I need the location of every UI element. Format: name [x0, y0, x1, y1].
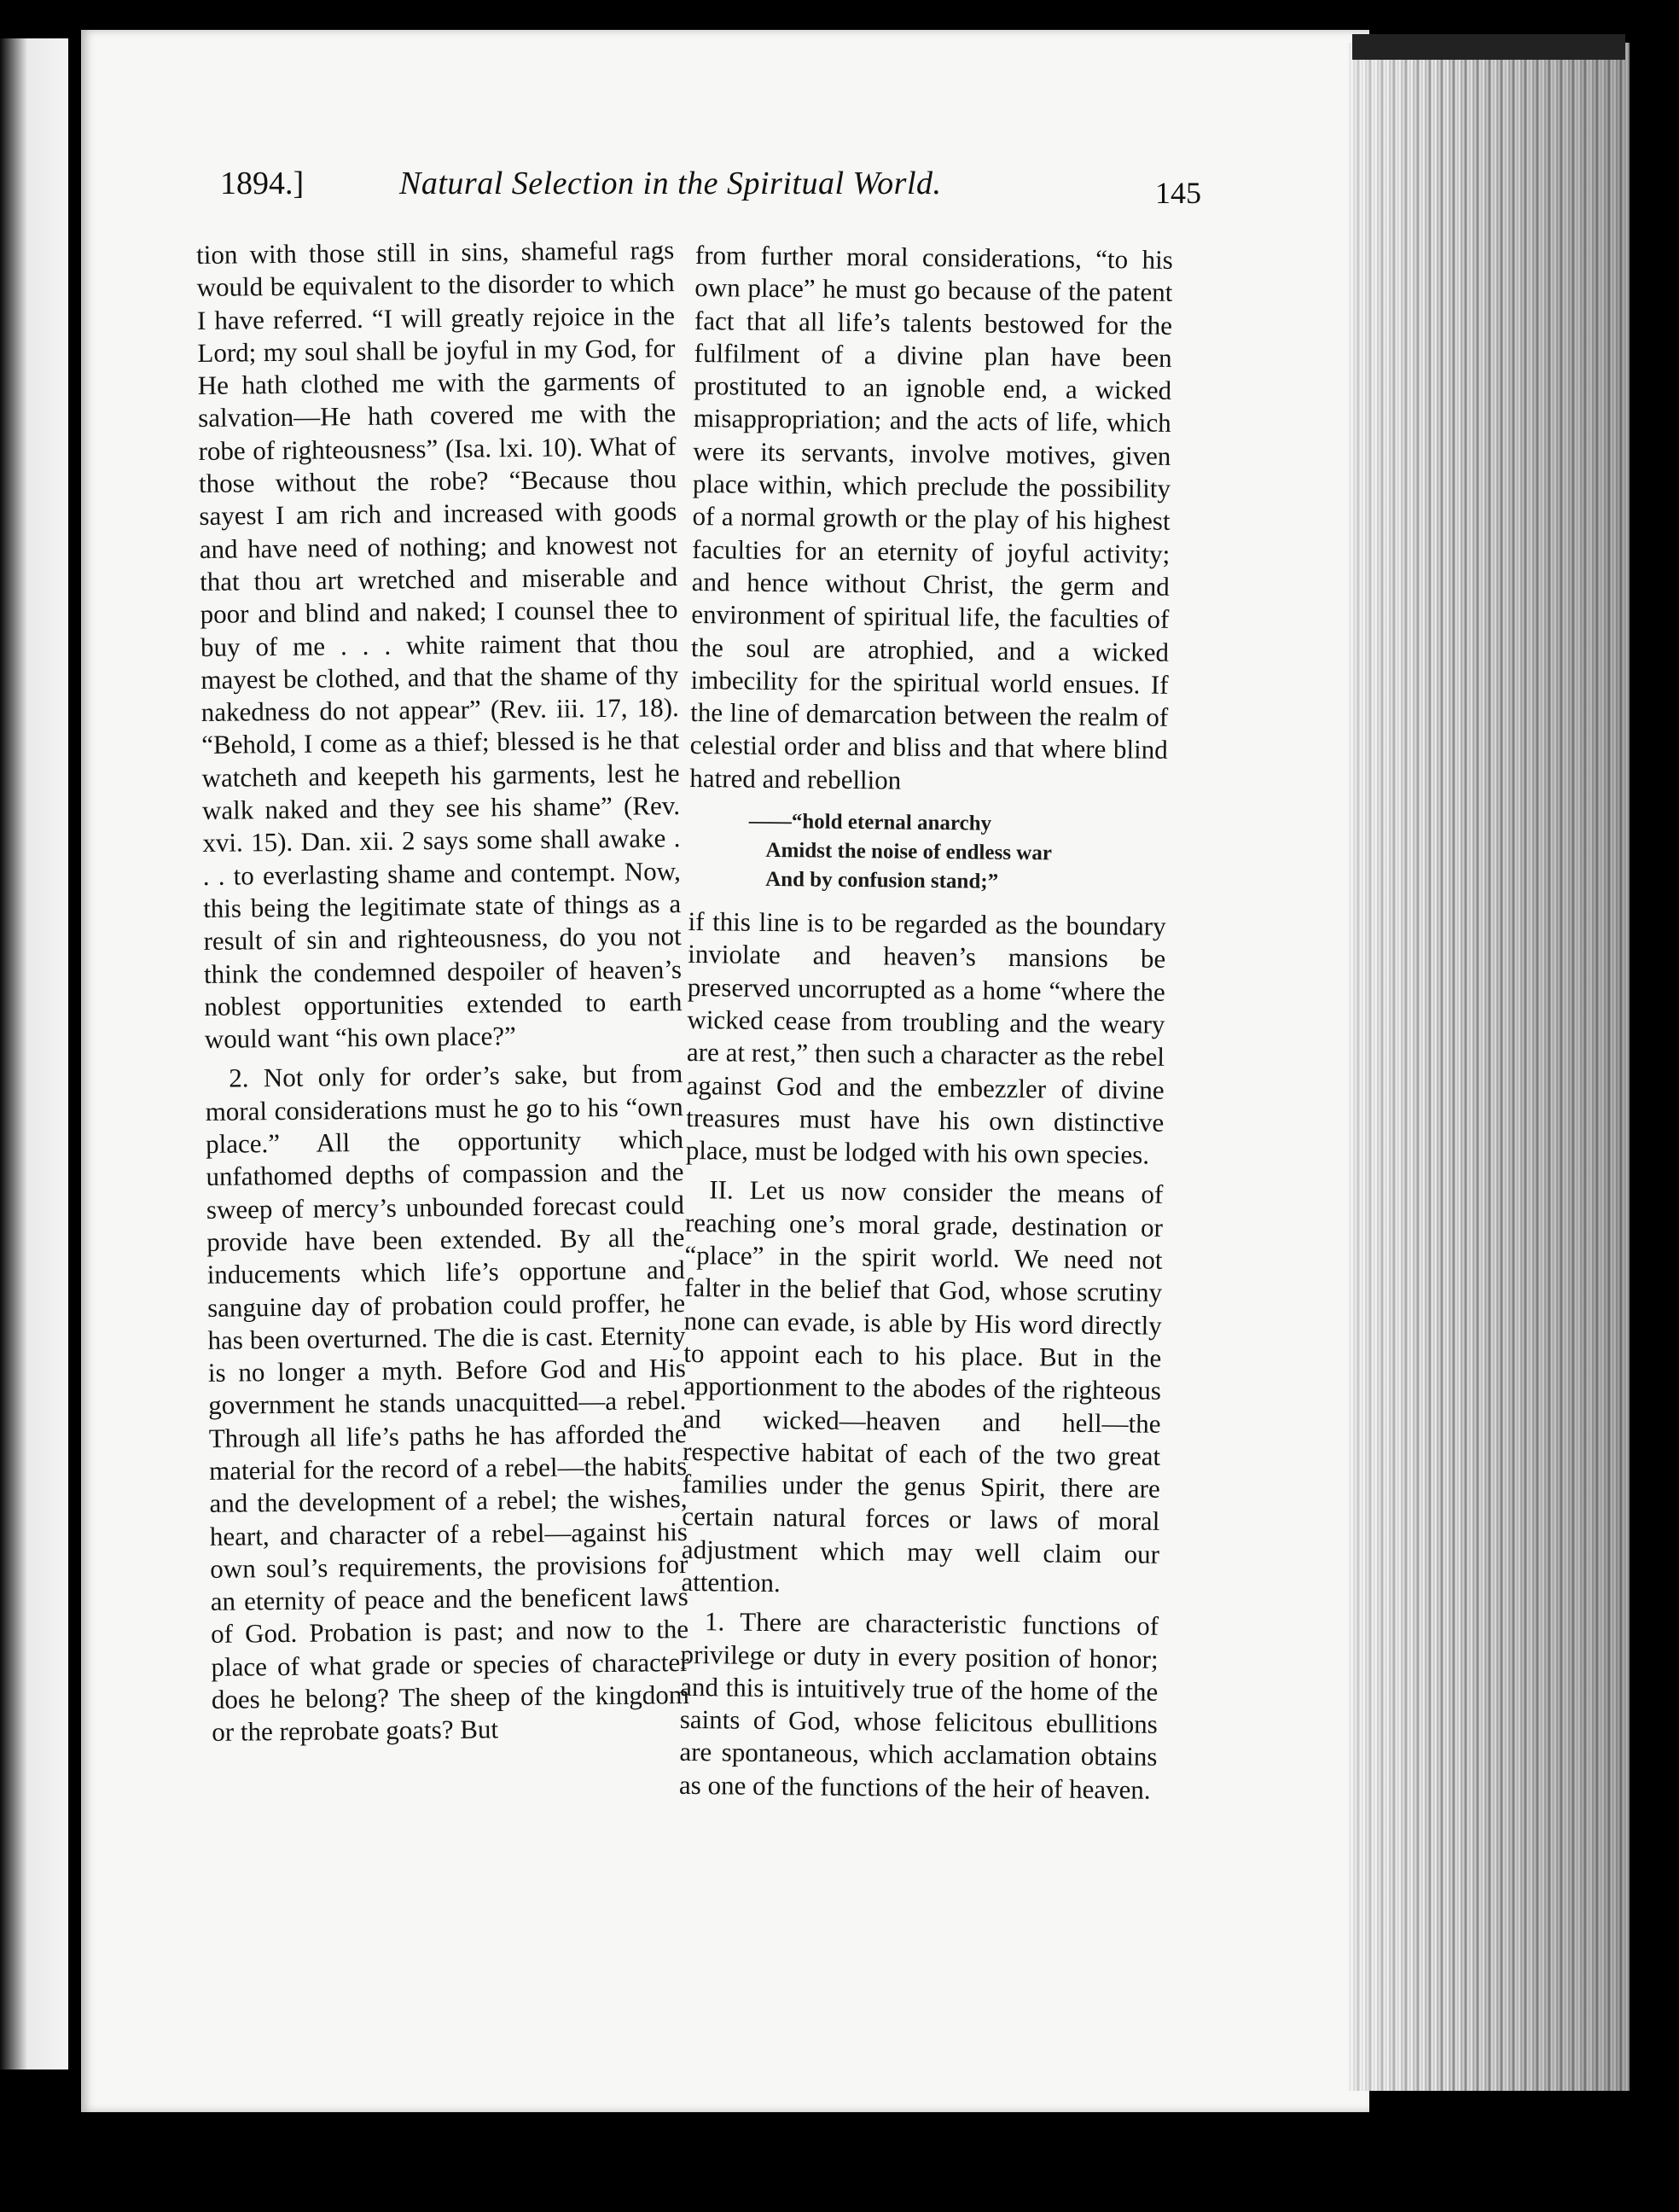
left-text-column — [196, 234, 690, 1749]
paragraph: if this line is to be regarded as the boundary inviolate and heaven’s mansions be preserved uncorrupted as a home “where the wicked cease from troubling and the weary are at rest,” then such a character as the rebel against God and the embezzler of divine treasures must have his own distinctive place, must be lodged with his own species. — [685, 906, 1166, 1170]
verse-line: Amidst the noise of endless war — [765, 838, 1053, 865]
paragraph: from further moral considerations, “to his own place” he must go because of the patent fact that all life’s talents bestowed for the fulfilment of a divine plan have been prostituted to an ignoble end, a wicked misappropriation; and the acts of life, which were its servants, involve motives, given place within, which preclude the possibility of a normal growth or the play of his highest faculties for an eternity of joyful activity; and hence without Christ, the germ and environment of spiritual life, the faculties of the soul are atrophied, and a wicked imbecility for the spiritual world ensues. If the line of demarcation between the realm of celestial order and bliss and that where blind hatred and rebellion — [689, 239, 1173, 795]
paragraph: 1. There are characteristic functions of privilege or duty in every position of honor; and this is intuitively true of the home of the saints of God, whose felicitous ebullitions are spontaneous, which acclamation obtains as one of the functions of the heir of heaven. — [678, 1606, 1159, 1805]
paragraph: II. Let us now consider the means of reaching one’s moral grade, destination or “place” in the spirit world. We need not falter in the belief that God, whose scrutiny none can evade, is able by His word directly to appoint each to his place. But in the apportionment to the abodes of the righteous and wicked—heaven and hell—the respective habitat of each of the two great families under the genus Spirit, there are certain natural forces or laws of moral adjustment which may well claim our attention. — [681, 1174, 1164, 1598]
running-head-title: Natural Selection in the Spiritual World. — [399, 166, 942, 201]
page-edges-shade — [1348, 43, 1630, 2091]
book-top-edge — [1352, 34, 1625, 60]
running-head — [220, 158, 1201, 218]
verse-quotation — [748, 807, 1167, 899]
verse-line: ——“hold eternal anarchy — [748, 809, 992, 835]
facing-page-edge — [0, 38, 68, 2069]
running-head-year: 1894.] — [220, 166, 305, 201]
right-text-column — [679, 239, 1173, 1807]
paragraph: tion with those still in sins, shameful rags would be equivalent to the disorder to which I have referred. “I will greatly rejoice in the Lord; my soul shall be joyful in my God, for He hath clothed me with the garments of salvation—He hath covered me with the robe of righteousness” (Isa. lxi. 10). What of those without the robe? “Because thou sayest I am rich and increased with goods and have need of nothing; and knowest not that thou art wretched and miserable and poor and blind and naked; I counsel thee to buy of me . . . white raiment that thou mayest be clothed, and that the shame of thy nakedness do not appear” (Rev. iii. 17, 18). “Behold, I come as a thief; blessed is he that watcheth and keepeth his garments, lest he walk naked and they see his shame” (Rev. xvi. 15). Dan. xii. 2 says some shall awake . . . to everlasting shame and contempt. Now, this being the legitimate state of things as a result of sin and righteousness, do you not think the condemned despoiler of heaven’s noblest opportunities extended to earth would want “his own place?” — [196, 235, 683, 1055]
page-number: 145 — [1155, 176, 1201, 210]
verse-line: And by confusion stand;” — [765, 867, 999, 894]
paragraph: 2. Not only for order’s sake, but from moral considerations must he go to his “own place.” All the opportunity which unfathomed depths of compassion and the sweep of mercy’s unbounded forecast could provide have been extended. By all the inducements which life’s opportune and sanguine day of probation could proffer, he has been overturned. The die is cast. Eternity is no longer a myth. Before God and His government he stands unacquitted—a rebel. Through all life’s paths he has afforded the material for the record of a rebel—the habits and the development of a rebel; the wishes, heart, and character of a rebel—against his own soul’s requirements, the provisions for an eternity of peace and the beneficent laws of God. Probation is past; and now to the place of what grade or species of character does he belong? The sheep of the kingdom or the reprobate goats? But — [205, 1058, 690, 1748]
